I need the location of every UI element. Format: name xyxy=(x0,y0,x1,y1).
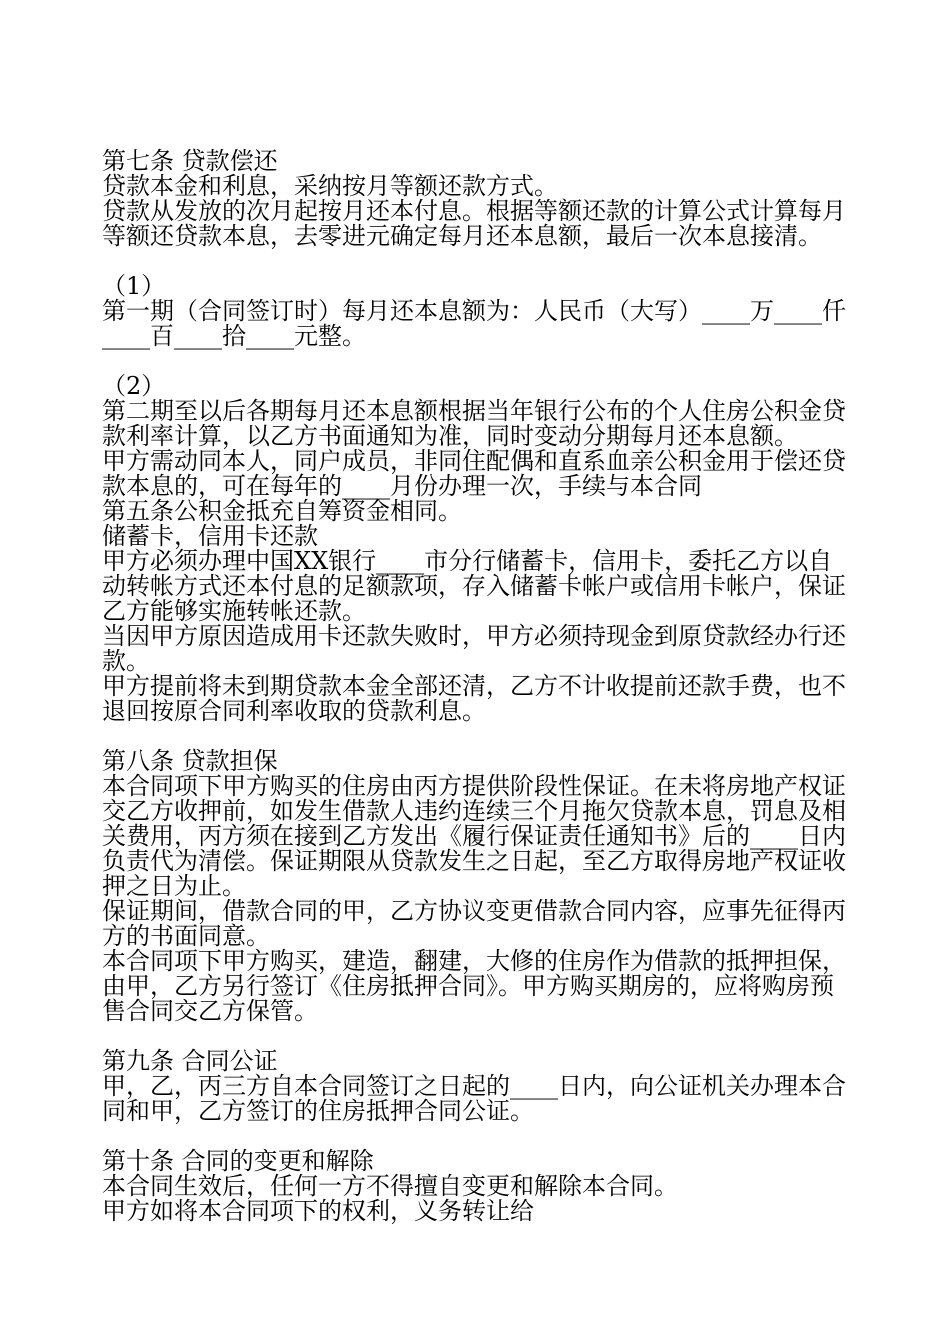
text-line: 款。 xyxy=(102,647,150,675)
article-heading: 第七条 贷款偿还 xyxy=(102,147,278,175)
article-heading: 第八条 贷款担保 xyxy=(102,747,278,775)
text-line: 款本息的，可在每年的____月份办理一次，手续与本合同 xyxy=(102,472,702,500)
text-line: 关费用，丙方须在接到乙方发出《履行保证责任通知书》后的____日内 xyxy=(102,822,846,850)
text-line: 甲方需动同本人，同户成员，非同住配偶和直系血亲公积金用于偿还贷 xyxy=(102,447,846,475)
text-line: 乙方能够实施转帐还款。 xyxy=(102,597,366,625)
text-line: 同和甲，乙方签订的住房抵押合同公证。 xyxy=(102,1097,534,1125)
text-line: 第二期至以后各期每月还本息额根据当年银行公布的个人住房公积金贷 xyxy=(102,397,846,425)
text-line: 款利率计算，以乙方书面通知为准，同时变动分期每月还本息额。 xyxy=(102,422,798,450)
text-line: 方的书面同意。 xyxy=(102,922,270,950)
text-line: 甲，乙，丙三方自本合同签订之日起的____日内，向公证机关办理本合 xyxy=(102,1072,846,1100)
document-body xyxy=(102,149,846,1224)
text-line: 甲方提前将未到期贷款本金全部还清，乙方不计收提前还款手费，也不 xyxy=(102,672,846,700)
text-line: 甲方必须办理中国XX银行____市分行储蓄卡，信用卡，委托乙方以自 xyxy=(102,547,833,575)
text-line: 储蓄卡，信用卡还款 xyxy=(102,522,318,550)
clause-number: （2） xyxy=(102,372,166,400)
article-section xyxy=(102,1149,846,1224)
text-line: 本合同生效后，任何一方不得擅自变更和解除本合同。 xyxy=(102,1172,678,1200)
text-line: 当因甲方原因造成用卡还款失败时，甲方必须持现金到原贷款经办行还 xyxy=(102,622,846,650)
text-line: 本合同项下甲方购买，建造，翻建，大修的住房作为借款的抵押担保， xyxy=(102,947,846,975)
text-line: 押之日为止。 xyxy=(102,872,246,900)
text-line: 交乙方收押前，如发生借款人违约连续三个月拖欠贷款本息，罚息及相 xyxy=(102,797,846,825)
text-line: 售合同交乙方保管。 xyxy=(102,997,318,1025)
article-section xyxy=(102,1049,846,1124)
clause-number: （1） xyxy=(102,272,166,300)
text-line: 甲方如将本合同项下的权利，义务转让给 xyxy=(102,1197,534,1225)
text-line: 等额还贷款本息，去零进元确定每月还本息额，最后一次本息接清。 xyxy=(102,222,822,250)
text-line: 贷款从发放的次月起按月还本付息。根据等额还款的计算公式计算每月 xyxy=(102,197,846,225)
text-line: 第五条公积金抵充自筹资金相同。 xyxy=(102,497,462,525)
article-section xyxy=(102,149,846,724)
text-line: 由甲，乙方另行签订《住房抵押合同》。甲方购买期房的，应将购房预 xyxy=(102,972,834,1000)
text-line: 本合同项下甲方购买的住房由丙方提供阶段性保证。在未将房地产权证 xyxy=(102,772,846,800)
text-line: ____百____拾____元整。 xyxy=(102,322,366,350)
article-section xyxy=(102,749,846,1024)
text-line: 保证期间，借款合同的甲，乙方协议变更借款合同内容，应事先征得丙 xyxy=(102,897,846,925)
clause-item xyxy=(102,274,846,349)
text-line: 第一期（合同签订时）每月还本息额为：人民币（大写）____万____仟 xyxy=(102,297,846,325)
text-line: 贷款本金和利息，采纳按月等额还款方式。 xyxy=(102,172,558,200)
text-line: 负责代为清偿。保证期限从贷款发生之日起，至乙方取得房地产权证收 xyxy=(102,847,846,875)
article-heading: 第九条 合同公证 xyxy=(102,1047,278,1075)
text-line: 动转帐方式还本付息的足额款项，存入储蓄卡帐户或信用卡帐户，保证 xyxy=(102,572,846,600)
article-heading: 第十条 合同的变更和解除 xyxy=(102,1147,374,1175)
clause-item xyxy=(102,374,846,724)
text-line: 退回按原合同利率收取的贷款利息。 xyxy=(102,697,486,725)
